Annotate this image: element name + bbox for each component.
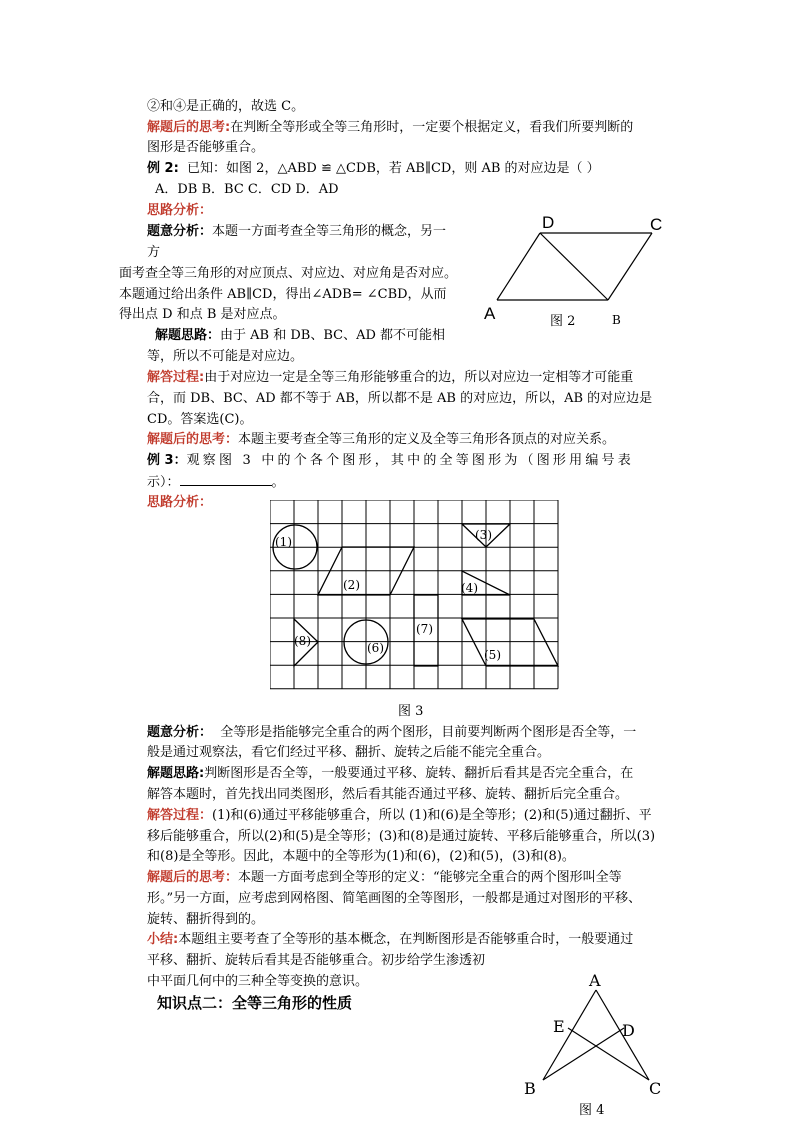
example-label: 例 3： <box>147 453 187 468</box>
reflection-3: 解题后的思考：本题一方面考虑到全等形的定义：“能够完全重合的两个图形叫全等 <box>147 870 622 885</box>
label-5: (5) <box>484 648 501 662</box>
idea-label: 解题思路： <box>155 328 221 343</box>
text-line: 旋转、翻折得到的。 <box>147 912 265 927</box>
process-label: 解答过程: <box>147 370 205 385</box>
think-label: 思路分析： <box>147 495 213 510</box>
text-line: 面考查全等三角形的对应顶点、对应边、对应角是否对应。 <box>119 266 458 281</box>
reflection-label: 解题后的思考： <box>147 432 239 447</box>
label-d: D <box>622 1021 635 1040</box>
segment-cb <box>608 233 652 300</box>
example-2-options: A．DB B．BC C．CD D．AD <box>155 182 339 197</box>
segment-db <box>540 233 608 300</box>
process-3: 解答过程：(1)和(6)通过平移能够重合，所以 (1)和(6)是全等形；(2)和(5)通过翻折、平 <box>147 808 652 823</box>
reflection-label: 解题后的思考: <box>147 120 231 135</box>
idea-3: 解题思路:判断图形是否全等，一般要通过平移、旋转、翻折后看其是否完全重合，在 <box>147 766 634 781</box>
analysis-label: 题意分析： <box>147 725 213 740</box>
segment-ce <box>568 1028 649 1080</box>
label-6: (6) <box>367 641 384 655</box>
text-line: 形。”另一方面，应考虑到网格图、简笔画图的全等图形，一般都是通过对图形的平移、 <box>147 891 642 906</box>
text-line: 方 <box>147 245 161 260</box>
label-a: A <box>484 304 496 323</box>
figure-2-caption: 图 2 <box>550 314 576 328</box>
label-a: A <box>589 971 601 990</box>
text-line: ②和④是正确的，故选 C。 <box>147 99 305 114</box>
text-line: 中平面几何中的三种全等变换的意识。 <box>147 974 369 989</box>
label-2: (2) <box>343 578 360 592</box>
answer-blank[interactable] <box>180 473 272 486</box>
text-line: 合，而 DB、BC、AD 都不等于 AB，所以都不是 AB 的对应边，所以，AB 的对应边是 <box>147 391 653 406</box>
analysis-3: 题意分析： 全等形是指能够完全重合的两个图形，目前要判断两个图形是否全等，一 <box>147 725 637 740</box>
text-line: 本题通过给出条件 AB∥CD，得出∠ADB= ∠CBD，从而 <box>119 287 447 302</box>
label-d: D <box>542 213 555 232</box>
figure-4-caption: 图 4 <box>579 1103 605 1118</box>
reflection-2: 解题后的思考：本题主要考查全等三角形的定义及全等三角形各顶点的对应关系。 <box>147 432 616 447</box>
example-2: 例 2: 已知：如图 2，△ABD ≌ △CDB，若 AB∥CD，则 AB 的对应边是（ ） <box>147 161 600 176</box>
label-b: B <box>612 313 621 327</box>
label-8: (8) <box>294 634 311 648</box>
text-line: CD。答案选(C)。 <box>147 412 253 427</box>
label-c: C <box>650 215 663 234</box>
label-b: B <box>524 1079 536 1098</box>
text-line: 平移、翻折、旋转后看其是否能够重合。初步给学生渗透初 <box>147 953 486 968</box>
text-line: 得出点 D 和点 B 是对应点。 <box>119 307 286 322</box>
idea-label: 解题思路: <box>147 766 205 781</box>
process: 解答过程:由于对应边一定是全等三角形能够重合的边，所以对应边一定相等才可能重 <box>147 370 634 385</box>
label-e: E <box>553 1017 565 1036</box>
text-line: 移后能够重合，所以(2)和(5)是全等形；(3)和(8)是通过旋转、平移后能够重合，所以(3) <box>147 829 656 844</box>
figure-2 <box>480 208 680 328</box>
example-3-cont: 示）： 。 <box>147 475 285 490</box>
text-line: 般是通过观察法，看它们经过平移、翻折、旋转之后能不能完全重合。 <box>147 745 551 760</box>
think-label: 思路分析： <box>147 203 213 218</box>
text-line: 和(8)是全等形。因此，本题中的全等形为(1)和(6)，(2)和(5)，(3)和(8)。 <box>147 849 575 864</box>
segment-ad <box>497 233 540 300</box>
knowledge-point-2-heading: 知识点二：全等三角形的性质 <box>157 994 353 1012</box>
label-1: (1) <box>275 535 292 549</box>
summary: 小结:本题组主要考查了全等形的基本概念，在判断图形是否能够重合时，一般要通过 <box>147 932 634 947</box>
summary-label: 小结: <box>147 932 179 947</box>
idea: 解题思路：由于 AB 和 DB、BC、AD 都不可能相 <box>155 328 446 343</box>
label-4: (4) <box>461 581 478 595</box>
text-line: 图形是否能够重合。 <box>147 140 265 155</box>
example-3: 例 3：观察图 3 中的个各个图形，其中的全等图形为（图形用编号表 <box>147 453 634 468</box>
segment-ab <box>543 990 596 1080</box>
label-c: C <box>649 1079 662 1098</box>
reflection-1: 解题后的思考:在判断全等形或全等三角形时，一定要个根据定义，看我们所要判断的 <box>147 120 634 135</box>
figure-3 <box>270 500 560 725</box>
figure-3-caption: 图 3 <box>398 704 424 719</box>
label-3: (3) <box>475 528 492 542</box>
reflection-label: 解题后的思考： <box>147 870 239 885</box>
analysis-label: 题意分析： <box>147 224 213 239</box>
text-line: 解答本题时，首先找出同类图形，然后看其能否通过平移、旋转、翻折后完全重合。 <box>147 787 629 802</box>
analysis: 题意分析：本题一方面考查全等三角形的概念，另一 <box>147 224 447 239</box>
figure-4 <box>515 966 685 1121</box>
text-line: 等，所以不可能是对应边。 <box>147 349 304 364</box>
example-label: 例 2: <box>147 161 179 176</box>
label-7: (7) <box>416 622 433 636</box>
process-label: 解答过程： <box>147 808 213 823</box>
